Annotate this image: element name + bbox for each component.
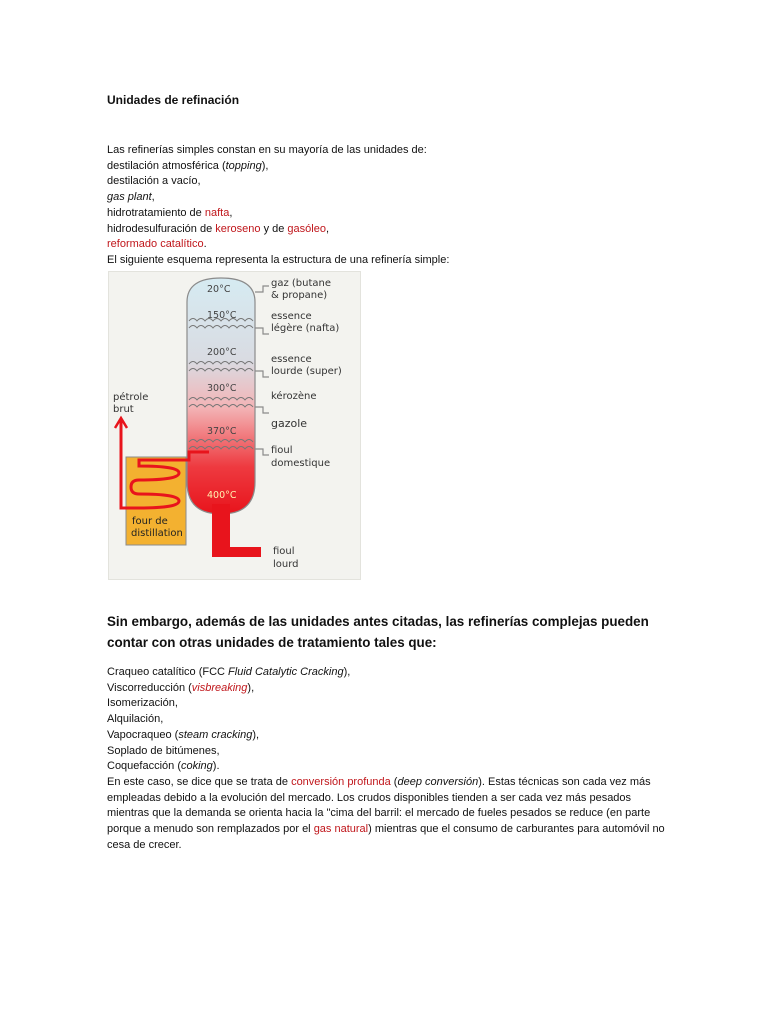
- outlet-gaz: [255, 286, 269, 292]
- page-title: Unidades de refinación: [107, 93, 240, 107]
- visbreaking-link[interactable]: visbreaking: [191, 681, 248, 694]
- complex-units-list: [107, 665, 667, 775]
- keroseno-link[interactable]: keroseno: [215, 222, 261, 235]
- fioul-lourd-label: lourd: [273, 559, 299, 570]
- gasoleo-link[interactable]: gasóleo: [287, 222, 326, 235]
- output-labels: [271, 278, 342, 570]
- para-italic: deep conversión: [397, 776, 479, 788]
- para-text: ). Estas técnicas son cada vez más empleadas debido a la evolución del mercado. Los crudos disponibles tienden a ser cada vez más pesados mientras que la demanda se orienta hacia la "cima del barril: el mercado de fueles pesados se reduce (en parte porque a menudo son remplazados por el: [107, 776, 651, 836]
- item-text: ),: [343, 666, 351, 678]
- temp-label: 200°C: [207, 347, 237, 358]
- item-text: Vapocraqueo (: [107, 728, 179, 741]
- outlet-essence-lourde: [255, 371, 269, 377]
- list-item: [107, 222, 667, 238]
- list-item: [107, 237, 667, 253]
- list-item: [107, 159, 667, 175]
- para-text: En este caso, se dice que se trata de: [107, 776, 292, 788]
- item-text: hidrotratamiento de: [107, 206, 205, 219]
- outlet-fioul-domestique: [255, 449, 269, 455]
- refinery-diagram-svg: [109, 272, 360, 579]
- input-label: brut: [113, 404, 134, 415]
- item-italic: topping: [225, 159, 262, 172]
- fioul-domestique-label: domestique: [271, 458, 331, 469]
- figure-intro: El siguiente esquema representa la estructura de una refinería simple:: [107, 253, 450, 266]
- essence-legere-label: essence: [271, 311, 312, 322]
- item-italic: gas plant: [107, 191, 152, 204]
- section-heading: Sin embargo, además de las unidades antes citadas, las refinerías complejas pueden contar con otras unidades de tratamiento tales que:: [107, 614, 649, 650]
- item-text: Viscorreducción (: [107, 681, 192, 694]
- gaz-label: & propane): [271, 290, 328, 301]
- temp-label: 150°C: [207, 310, 237, 321]
- item-text: ).: [212, 760, 220, 773]
- item-text: y de: [260, 222, 288, 235]
- gazole-label: gazole: [271, 417, 308, 430]
- furnace-label: distillation: [131, 528, 183, 539]
- item-text: Coquefacción (: [107, 760, 181, 773]
- list-item: [107, 190, 667, 206]
- gaz-label: gaz (butane: [271, 278, 332, 289]
- list-item: [107, 728, 667, 744]
- furnace-label: four de: [132, 516, 168, 527]
- item-italic: steam cracking: [178, 728, 253, 741]
- item-italic: Fluid Catalytic Cracking: [228, 666, 344, 678]
- fioul-domestique-label: fioul: [271, 445, 293, 456]
- item-text: destilación atmosférica (: [107, 159, 226, 172]
- kerozene-label: kérozène: [271, 391, 317, 402]
- list-item: Isomerización,: [107, 697, 178, 710]
- temp-label: 400°C: [207, 490, 237, 501]
- item-text: Craqueo catalítico (FCC: [107, 666, 229, 678]
- fioul-lourd-label: fioul: [273, 546, 295, 557]
- item-text: ,: [325, 222, 330, 235]
- outlet-kerozene: [255, 407, 269, 413]
- temp-label: 300°C: [207, 383, 237, 394]
- input-label: pétrole: [113, 392, 149, 403]
- nafta-link[interactable]: nafta: [204, 206, 230, 219]
- essence-lourde-label: lourde (super): [271, 366, 342, 377]
- conversion-profunda-link[interactable]: conversión profunda: [291, 776, 391, 788]
- list-item: [107, 206, 667, 222]
- item-text: ),: [252, 728, 260, 741]
- item-text: hidrodesulfuración de: [107, 222, 216, 235]
- list-item: [107, 665, 667, 681]
- item-text: .: [203, 238, 207, 251]
- intro-paragraph: [107, 143, 667, 269]
- list-item: Alquilación,: [107, 713, 164, 726]
- item-italic: coking: [181, 760, 213, 773]
- item-text: ),: [261, 159, 269, 172]
- gas-natural-link[interactable]: gas natural: [313, 823, 369, 836]
- item-text: ,: [151, 191, 155, 204]
- side-outlets: [255, 286, 269, 455]
- reformado-link[interactable]: reformado catalítico: [107, 238, 204, 251]
- item-text: ),: [247, 681, 255, 694]
- item-text: ,: [229, 206, 233, 219]
- list-item: Soplado de bitúmenes,: [107, 744, 220, 757]
- para-text: (: [390, 776, 398, 788]
- list-item: [107, 681, 667, 697]
- essence-lourde-label: essence: [271, 354, 312, 365]
- list-item: destilación a vacío,: [107, 175, 201, 188]
- temp-label: 20°C: [207, 284, 231, 295]
- refinery-diagram: [108, 271, 361, 580]
- essence-legere-label: légère (nafta): [271, 323, 340, 334]
- para-text: ) mientras que el consumo de carburantes para automóvil no cesa de crecer.: [107, 823, 665, 851]
- outlet-essence-legere: [255, 328, 269, 334]
- temp-label: 370°C: [207, 426, 237, 437]
- conclusion-paragraph: [107, 775, 667, 854]
- intro-lead: Las refinerías simples constan en su mayoría de las unidades de:: [107, 144, 427, 156]
- list-item: [107, 759, 667, 775]
